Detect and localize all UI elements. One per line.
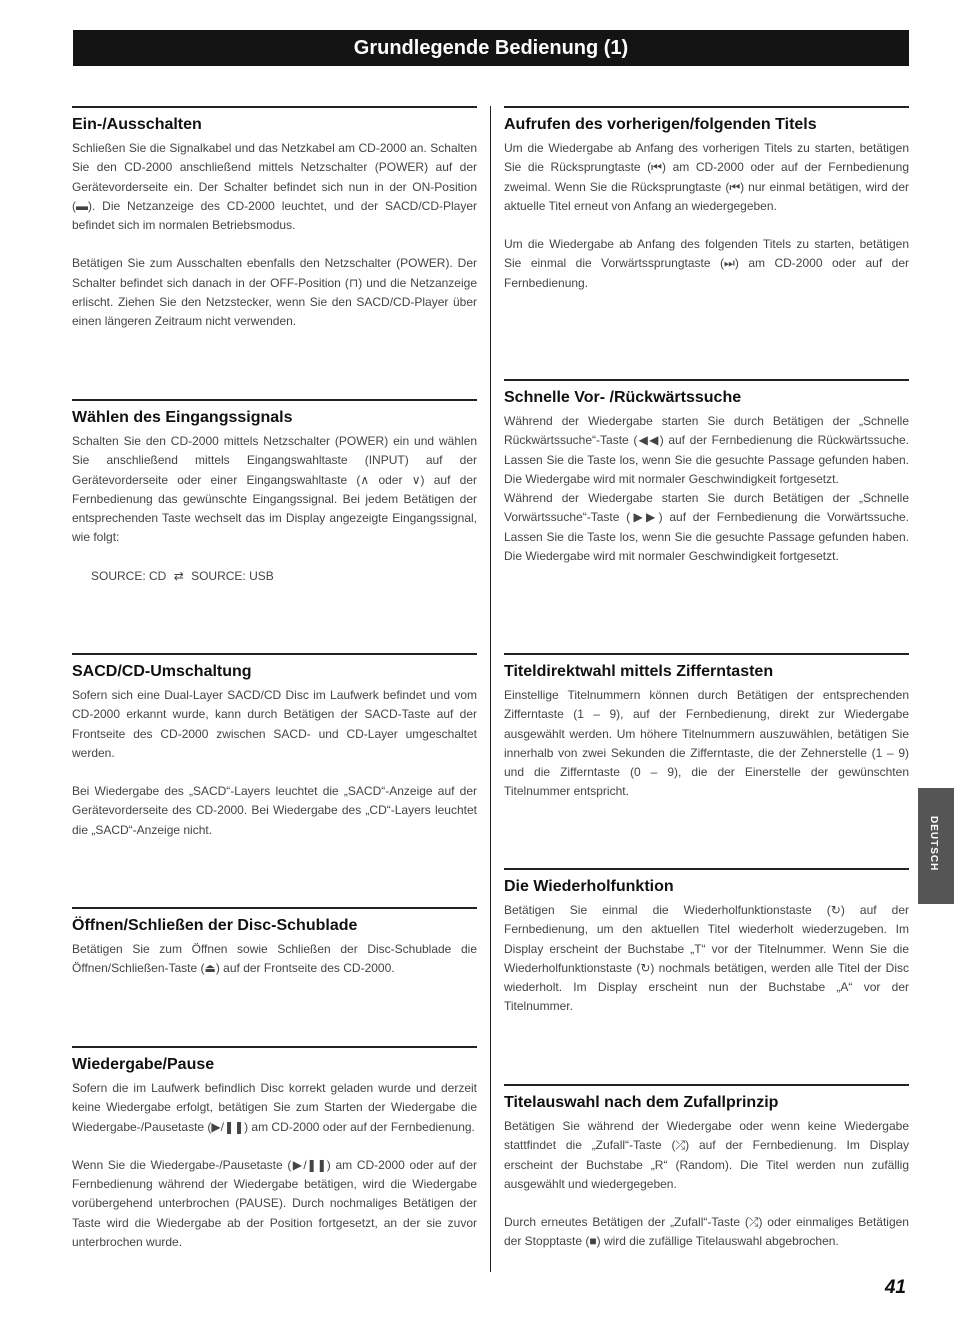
section-eingangssignal [72, 399, 477, 586]
section-titeldirektwahl [504, 653, 909, 802]
swap-arrows-icon: ⇄ [173, 568, 184, 583]
section-paragraph: Bei Wiedergabe des „SACD“-Layers leuchtet die „SACD“-Anzeige auf der Gerätevorderseite des CD-2000. Bei Wiedergabe des „CD“-Layers leuchtet die „SACD“-Anzeige nicht. [72, 784, 477, 837]
section-heading: SACD/CD-Umschaltung [72, 663, 252, 680]
section-heading: Öffnen/Schließen der Disc-Schublade [72, 917, 358, 934]
section-wiederholfunktion [504, 868, 909, 1017]
section-disc-schublade [72, 907, 477, 979]
section-heading: Die Wiederholfunktion [504, 878, 674, 895]
section-paragraph: Einstellige Titelnummern können durch Betätigen der entsprechenden Zifferntaste (1 – 9), auf der Fernbedienung, direkt zur Wiedergabe ausgewählt werden. Um höhere Titelnummern auszuwählen, betätigen Sie innerhalb von zwei Sekunden die Zifferntaste, die der Zehnerstelle (1 – 9) und die Zifferntaste (0 – 9), die der Einerstelle der gewünschten Titelnummer entspricht. [504, 688, 909, 799]
source-usb-label: SOURCE: USB [191, 568, 274, 583]
section-titel-sprung [504, 106, 909, 293]
section-paragraph: Während der Wiedergabe starten Sie durch Betätigen der „Schnelle Rückwärtssuche“-Taste (◀◀) auf der Fernbedienung die Rückwärtssuche. Lassen Sie die Taste los, wenn Sie die gesuchte Passage gefunden haben. Die Wiedergabe wird mit normaler Geschwindigkeit fortgesetzt. [504, 414, 909, 486]
section-paragraph: Sofern die im Laufwerk befindlich Disc korrekt geladen wurde und derzeit keine Wiedergabe erfolgt, betätigen Sie zum Starten der Wiedergabe die Wiedergabe-/Pausetaste (▶/❚❚) am CD-2000 oder auf der Fernbedienung. [72, 1081, 477, 1134]
section-paragraph: Wenn Sie die Wiedergabe-/Pausetaste (▶/❚❚) am CD-2000 oder auf der Fernbedienung während der Wiedergabe betätigen, wird die Wiedergabe vorübergehend unterbrochen (PAUSE). Durch nochmaliges Betätigen der Taste wird die Wiedergabe ab der Position fortgesetzt, an der sie zuvor unterbrochen wurde. [72, 1157, 477, 1250]
section-paragraph: Um die Wiedergabe ab Anfang des folgenden Titels zu starten, betätigen Sie einmal die Vorwärtssprungtaste (⏭) am CD-2000 oder auf der Fernbedienung. [504, 237, 909, 290]
section-sacd-cd [72, 653, 477, 840]
section-paragraph: Betätigen Sie zum Ausschalten ebenfalls den Netzschalter (POWER). Der Schalter befindet sich danach in der OFF-Position (⊓) und die Netzanzeige erlischt. Ziehen Sie den Netzstecker, wenn Sie den SACD/CD-Player über einen längeren Zeitraum nicht verwenden. [72, 256, 477, 329]
section-paragraph: Betätigen Sie während der Wiedergabe oder wenn keine Wiedergabe stattfindet die „Zufall“-Taste (⤮) auf der Fernbedienung. Im Display erscheint der Buchstabe „R“ (Random). Die Titel werden nun zufällig ausgewählt und wiedergegeben. [504, 1119, 909, 1191]
section-paragraph: Schalten Sie den CD-2000 mittels Netzschalter (POWER) ein und wählen Sie anschließend mittels Eingangswahltaste (INPUT) auf der Gerätevorderseite oder einer Eingangswahltaste (∧ oder ∨) auf der Fernbedienung das gewünschte Eingangssignal. Bei jedem Betätigen der entsprechenden Taste wechselt das im Display angezeigte Eingangssignal, wie folgt: [72, 434, 477, 545]
section-ein-ausschalten [72, 106, 477, 332]
section-heading: Titelauswahl nach dem Zufallprinzip [504, 1094, 779, 1111]
section-heading: Wiedergabe/Pause [72, 1056, 215, 1073]
page-title: Grundlegende Bedienung (1) [73, 30, 909, 66]
section-heading: Wählen des Eingangssignals [72, 409, 293, 426]
section-wiedergabe-pause [72, 1046, 477, 1252]
section-paragraph: Um die Wiedergabe ab Anfang des vorherigen Titels zu starten, betätigen Sie die Rücksprungtaste (⏮) am CD-2000 oder auf der Fernbedienung zweimal. Wenn Sie die Rücksprungtaste (⏮) nur einmal betätigen, wird der aktuelle Titel erneut von Anfang an wiedergegeben. [504, 141, 909, 213]
section-heading: Schnelle Vor- /Rückwärtssuche [504, 389, 742, 406]
section-paragraph: Betätigen Sie einmal die Wiederholfunktionstaste (↻) auf der Fernbedienung, um den aktuellen Titel wiederholt wiederzugeben. Im Display erscheint der Buchstabe „T“ vor der Titelnummer. Wenn Sie die Wiederholfunktionstaste (↻) nochmals betätigen, werden alle Titel der Disc wiederholt. Im Display erscheint nun der Buchstabe „A“ vor der Titelnummer. [504, 903, 909, 1014]
page-number: 41 [884, 1277, 906, 1298]
section-paragraph: Durch erneutes Betätigen der „Zufall“-Taste (⤮) oder einmaliges Betätigen der Stopptaste (■) wird die zufällige Titelauswahl abgebrochen. [504, 1215, 909, 1249]
section-zufallprinzip [504, 1084, 909, 1252]
section-paragraph: Schließen Sie die Signalkabel und das Netzkabel am CD-2000 an. Schalten Sie den CD-2000 anschließend mittels Netzschalter (POWER) auf der Gerätevorderseite ein. Der Schalter befindet sich nun in der ON-Position (▬). Die Netzanzeige des CD-2000 leuchtet, und der SACD/CD-Player befindet sich im normalen Betriebsmodus. [72, 141, 477, 233]
language-tab [918, 788, 954, 904]
source-cd-label: SOURCE: CD [91, 568, 167, 583]
section-heading: Ein-/Ausschalten [72, 116, 202, 133]
section-heading: Titeldirektwahl mittels Zifferntasten [504, 663, 774, 680]
column-divider [490, 106, 491, 1272]
source-sequence [91, 567, 477, 586]
section-suche [504, 379, 909, 566]
section-paragraph: Während der Wiedergabe starten Sie durch Betätigen der „Schnelle Vorwärtssuche“-Taste (▶▶) auf der Fernbedienung die Vorwärtssuche. Lassen Sie die Taste los, wenn Sie die gesuchte Passage gefunden haben. Die Wiedergabe wird mit normaler Geschwindigkeit fortgesetzt. [504, 491, 909, 564]
section-heading: Aufrufen des vorherigen/folgenden Titels [504, 116, 817, 133]
section-paragraph: Betätigen Sie zum Öffnen sowie Schließen der Disc-Schublade die Öffnen/Schließen-Taste (⏏) auf der Frontseite des CD-2000. [72, 942, 477, 976]
section-paragraph: Sofern sich eine Dual-Layer SACD/CD Disc im Laufwerk befindet und vom CD-2000 erkannt wurde, kann durch Betätigen der SACD-Taste auf der Frontseite des CD-2000 zwischen SACD- und CD-Layer umgeschaltet werden. [72, 688, 477, 760]
language-tab-label: DEUTSCH [928, 816, 939, 872]
